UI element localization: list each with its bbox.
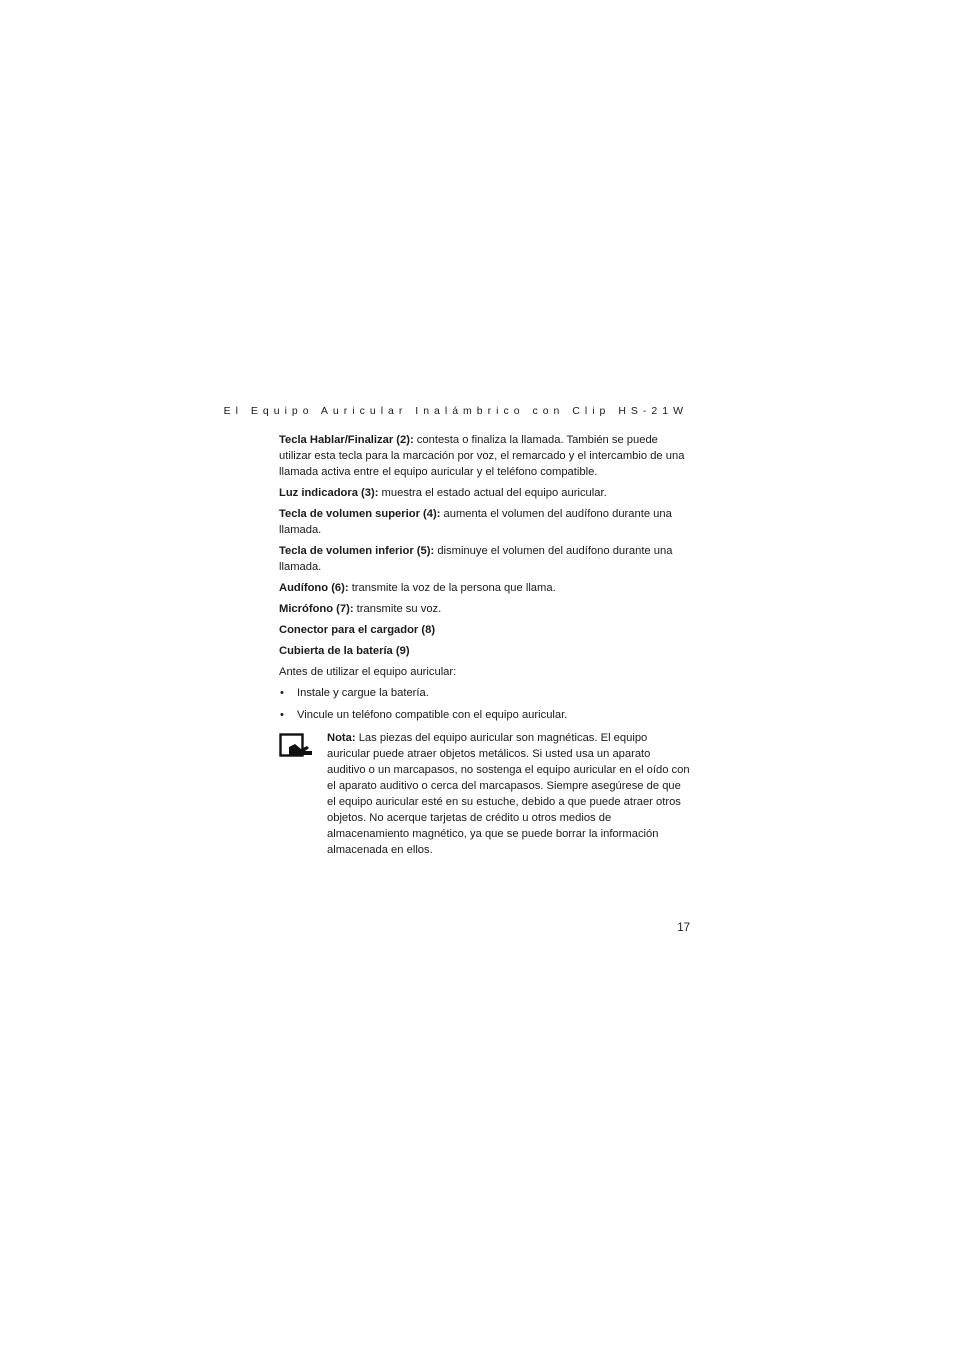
list-item: [279, 707, 691, 723]
running-header: El Equipo Auricular Inalámbrico con Clip HS-21W: [223, 405, 688, 417]
item-earpiece: [279, 580, 691, 596]
item-volume-down-key: [279, 543, 691, 575]
list-item-text: Vincule un teléfono compatible con el equipo auricular.: [297, 709, 568, 721]
item-desc: transmite la voz de la persona que llama.: [348, 582, 556, 594]
item-term: Tecla de volumen superior (4):: [279, 508, 441, 520]
list-item-text: Instale y cargue la batería.: [297, 687, 429, 699]
item-desc: disminuye el volumen del audífono durante una llamada.: [279, 545, 673, 573]
note-text: [327, 730, 691, 858]
bullet-glyph: •: [280, 687, 284, 699]
bullet-list: [279, 685, 691, 723]
note-block: [279, 730, 691, 858]
intro-text: Antes de utilizar el equipo auricular:: [279, 666, 457, 678]
item-desc: aumenta el volumen del audífono durante una llamada.: [279, 508, 672, 536]
note-body: Las piezas del equipo auricular son magnéticas. El equipo auricular puede atraer objetos metálicos. Si usted usa un aparato auditivo o un marcapasos, no sostenga el equipo auricular en el oído con el aparato auditivo o cerca del marcapasos. Siempre asegúrese de que el equipo auricular esté en su estuche, debido a que puede atraer otros objetos. No acerque tarjetas de crédito u otros medios de almacenamiento magnético, ya que se puede borrar la información almacenada en ellos.: [327, 732, 690, 856]
item-desc: contesta o finaliza la llamada. También se puede utilizar esta tecla para la marcación por voz, el remarcado y el intercambio de una llamada activa entre el equipo auricular y el teléfono compatible.: [279, 434, 685, 478]
item-talk-end-key: [279, 432, 691, 480]
note-hand-icon: [279, 733, 313, 757]
item-term: Micrófono (7):: [279, 603, 354, 615]
item-indicator-light: [279, 485, 691, 501]
item-battery-cover: Cubierta de la batería (9): [279, 645, 410, 657]
item-term: Tecla Hablar/Finalizar (2):: [279, 434, 414, 446]
bullet-glyph: •: [280, 709, 284, 721]
item-term: Tecla de volumen inferior (5):: [279, 545, 435, 557]
page-number: 17: [677, 922, 690, 934]
item-charger-connector: Conector para el cargador (8): [279, 624, 436, 636]
item-desc: transmite su voz.: [353, 603, 442, 615]
list-item: [279, 685, 691, 701]
item-volume-up-key: [279, 506, 691, 538]
item-desc: muestra el estado actual del equipo auricular.: [378, 487, 607, 499]
item-term: Audífono (6):: [279, 582, 349, 594]
page-content: [279, 432, 691, 858]
note-label: Nota:: [327, 732, 356, 744]
item-microphone: [279, 601, 691, 617]
item-term: Luz indicadora (3):: [279, 487, 379, 499]
